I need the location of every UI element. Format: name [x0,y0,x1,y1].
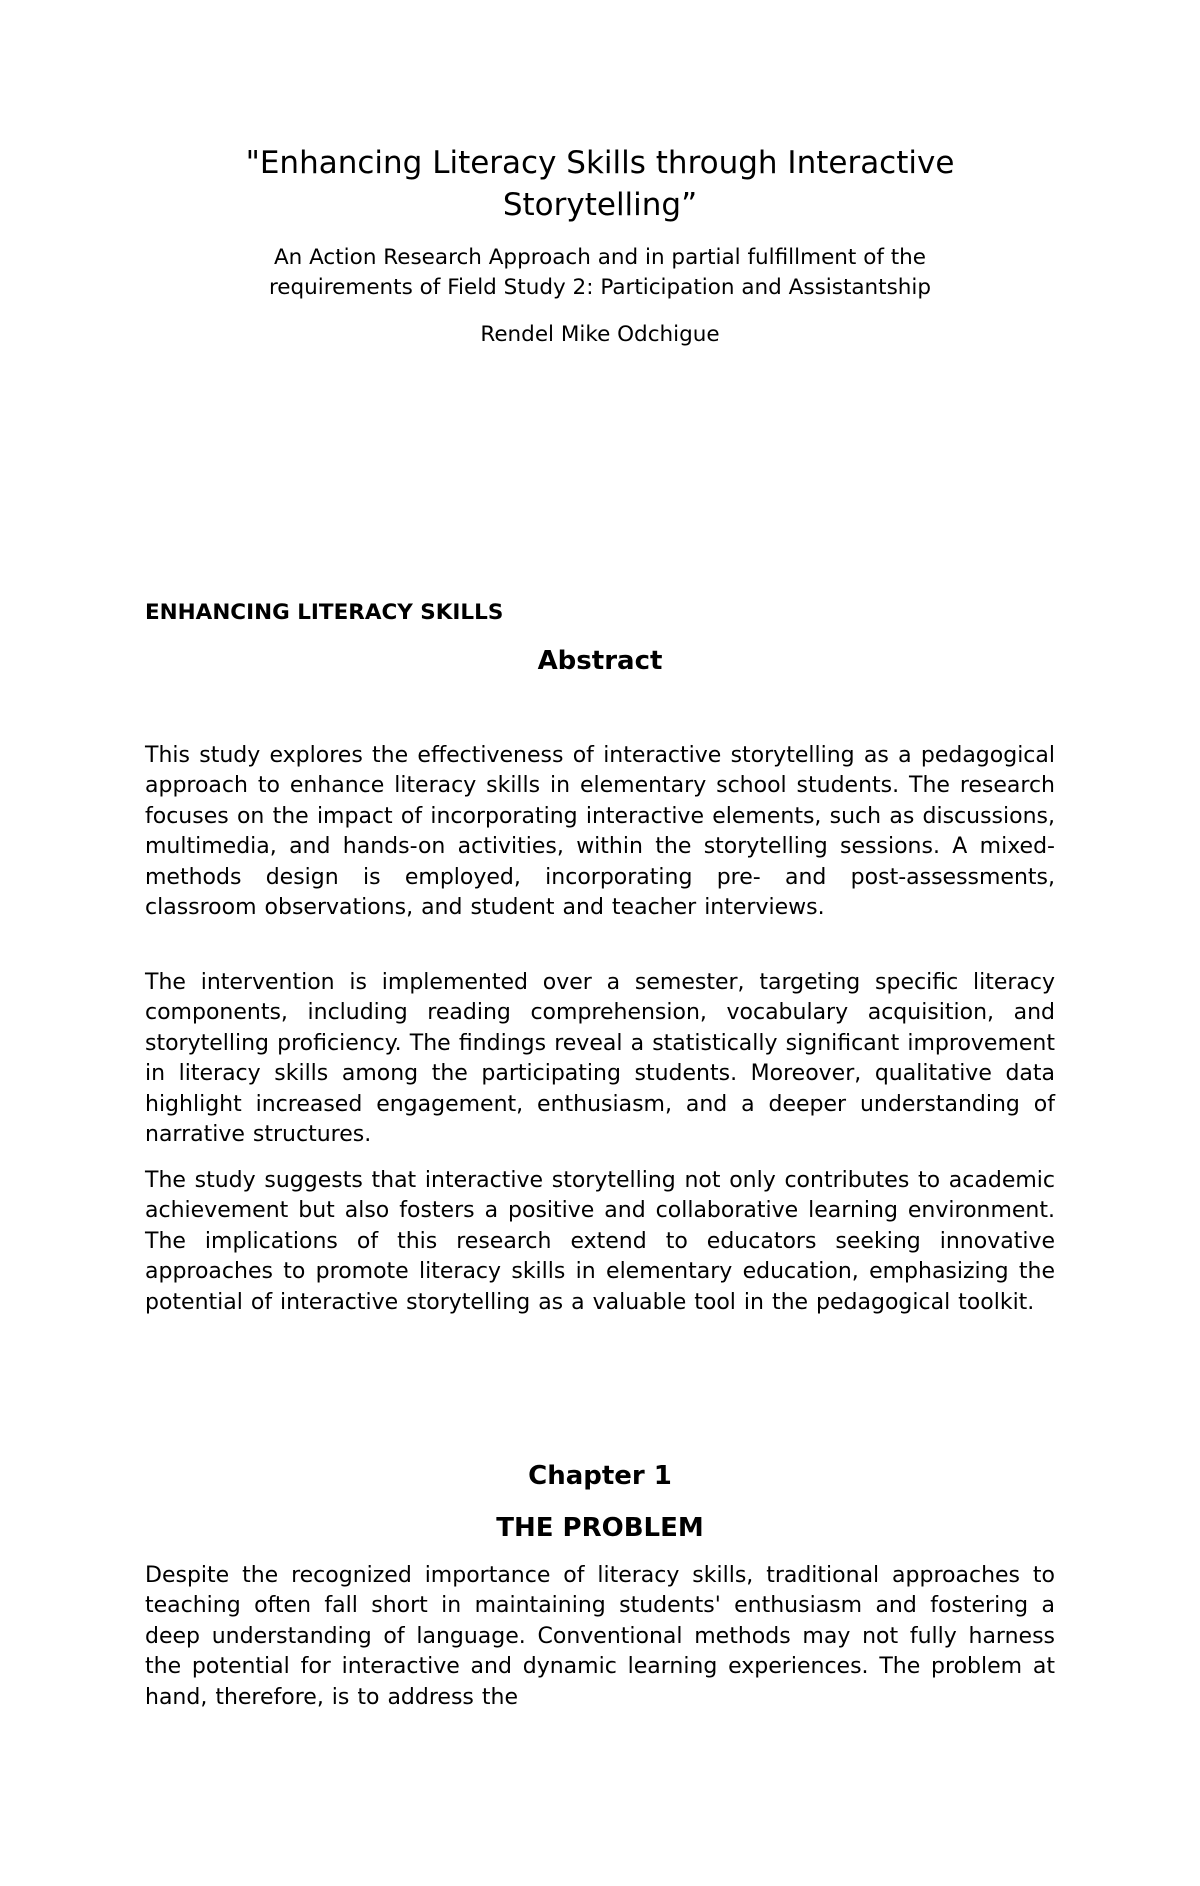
chapter-label: Chapter 1 [528,1461,672,1491]
abstract-paragraph: This study explores the effectiveness of interactive storytelling as a pedagogical approach to enhance literacy skills in elementary school students. The research focuses on the impact of incorporating interactive elements, such as discussions, multimedia, and hands-on activities, within the storytelling sessions. A mixed-methods design is employed, incorporating pre- and post-assessments, classroom observations, and student and teacher interviews. [145,743,1055,921]
chapter-title: THE PROBLEM [496,1513,704,1543]
document-title: "Enhancing Literacy Skills through Interactive Storytelling” [245,145,955,223]
abstract-paragraph: The intervention is implemented over a semester, targeting specific literacy components, including reading comprehension, vocabulary acquisition, and storytelling proficiency. The findings reveal a statistically significant improvement in literacy skills among the participating students. Moreover, qualitative data highlight increased engagement, enthusiasm, and a deeper understanding of narrative structures. [145,970,1055,1148]
abstract-paragraph: The study suggests that interactive storytelling not only contributes to academic achievement but also fosters a positive and collaborative learning environment. The implications of this research extend to educators seeking innovative approaches to promote literacy skills in elementary education, emphasizing the potential of interactive storytelling as a valuable tool in the pedagogical toolkit. [145,1168,1055,1315]
chapter-paragraph: Despite the recognized importance of literacy skills, traditional approaches to teaching often fall short in maintaining students' enthusiasm and fostering a deep understanding of language. Conventional methods may not fully harness the potential for interactive and dynamic learning experiences. The problem at hand, therefore, is to address the [145,1563,1055,1710]
abstract-heading: Abstract [537,646,663,676]
author-name: Rendel Mike Odchigue [480,322,720,347]
document-subtitle: An Action Research Approach and in partial fulfillment of the requirements of Field Study 2: Participation and Assistantship [268,245,932,300]
running-head: ENHANCING LITERACY SKILLS [145,600,504,625]
